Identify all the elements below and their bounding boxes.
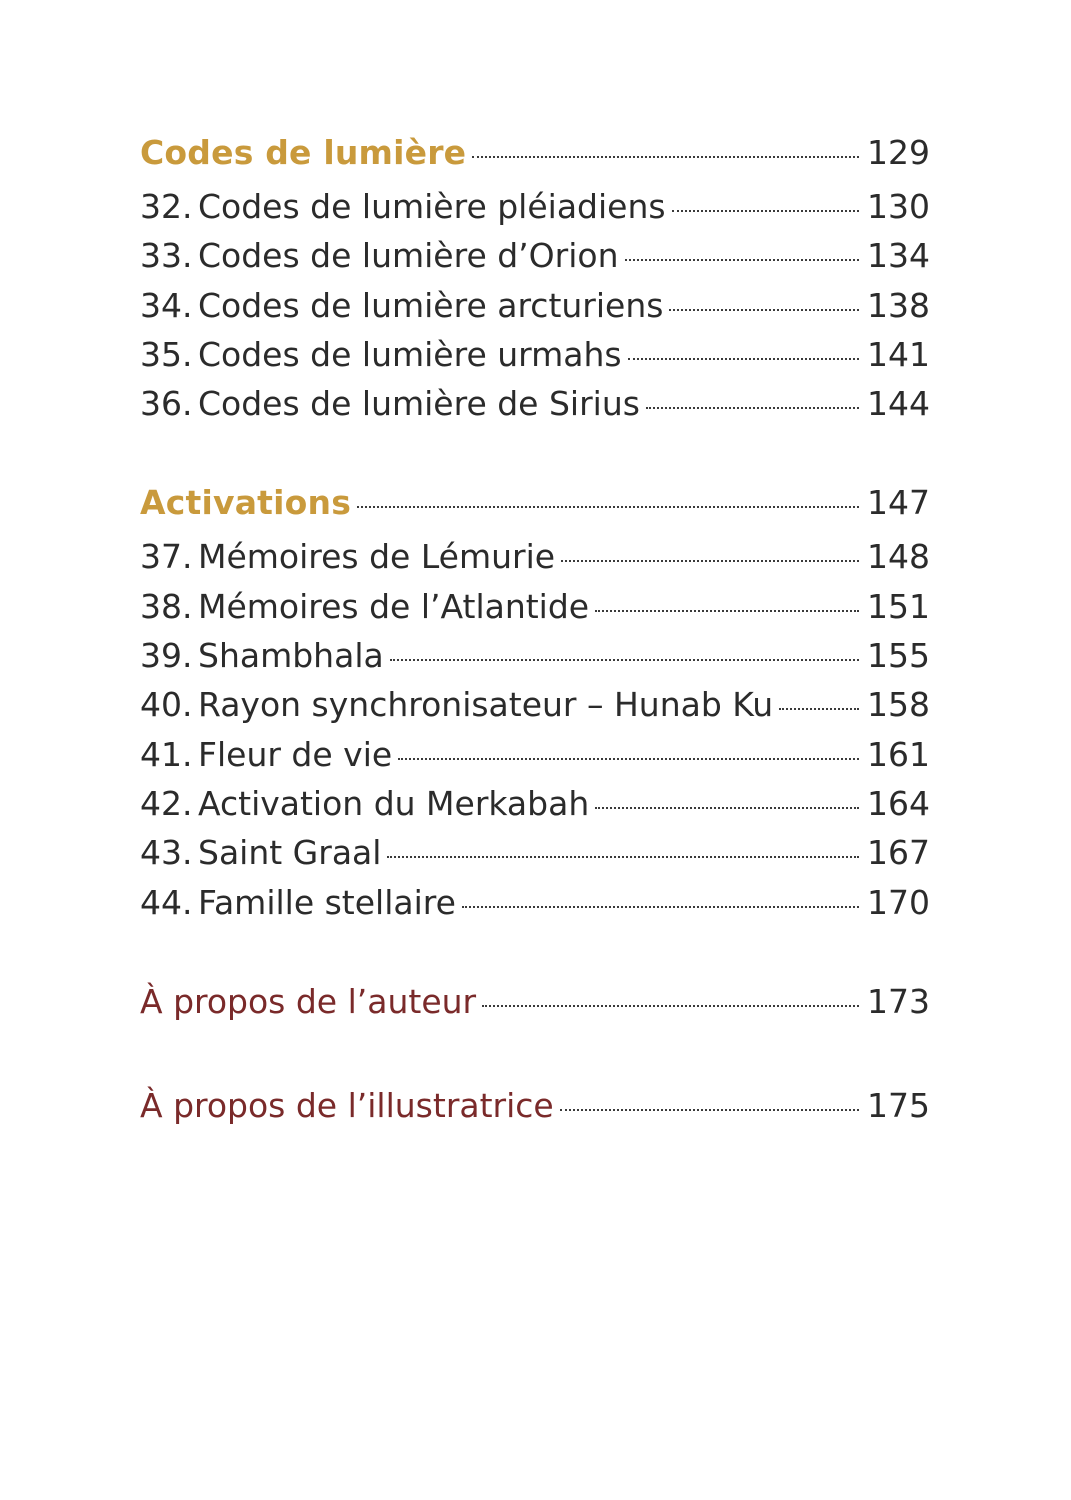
toc-entry-text: Fleur de vie: [198, 734, 393, 774]
toc-entry[interactable]: [140, 878, 930, 927]
toc-heading[interactable]: [140, 128, 930, 182]
toc-entry-title: [140, 281, 663, 330]
toc-entry-page: 144: [867, 384, 930, 424]
toc-entry-number: 34.: [140, 285, 193, 325]
toc-entry-page: 161: [867, 734, 930, 774]
dot-leader: [462, 873, 859, 908]
toc-heading-page: 175: [867, 1085, 930, 1125]
toc-entry-number: 33.: [140, 236, 193, 276]
toc-entry-page: 148: [867, 537, 930, 577]
toc-heading-page: 173: [867, 981, 930, 1021]
dot-leader: [357, 473, 859, 508]
toc-entry-text: Codes de lumière arcturiens: [198, 285, 664, 325]
toc-entry-title: [140, 182, 666, 231]
toc-heading-page: 129: [867, 133, 930, 172]
toc-heading-title: Activations: [140, 483, 352, 523]
dot-leader: [669, 276, 859, 311]
toc-entry-text: Famille stellaire: [198, 882, 456, 922]
dot-leader: [560, 1076, 859, 1111]
toc-heading-title: Codes de lumière: [140, 133, 467, 172]
toc-entry-number: 35.: [140, 334, 193, 374]
toc-section-a-propos-illustratrice: [140, 1081, 930, 1135]
toc-entry-text: Shambhala: [198, 636, 384, 676]
toc-entry[interactable]: [140, 182, 930, 231]
toc-entry[interactable]: [140, 532, 930, 581]
toc-entry-number: 41.: [140, 734, 193, 774]
toc-heading[interactable]: [140, 977, 930, 1031]
toc-entry[interactable]: [140, 631, 930, 680]
toc-section-codes-de-lumiere: [140, 128, 930, 428]
toc-entry[interactable]: [140, 680, 930, 729]
toc-entry-number: 40.: [140, 685, 193, 725]
toc-entry-page: 167: [867, 833, 930, 873]
toc-entry-title: [140, 582, 589, 631]
toc-section-activations: [140, 478, 930, 926]
toc-entry-number: 32.: [140, 187, 193, 226]
toc-entry[interactable]: [140, 330, 930, 379]
toc-entry-page: 158: [867, 685, 930, 725]
toc-heading[interactable]: [140, 478, 930, 532]
dot-leader: [561, 527, 859, 562]
dot-leader: [672, 177, 859, 212]
toc-entry-title: [140, 330, 622, 379]
dot-leader: [387, 823, 859, 858]
toc-entry[interactable]: [140, 231, 930, 280]
toc-entry-page: 141: [867, 334, 930, 374]
toc-entry-title: [140, 730, 392, 779]
toc-entry[interactable]: [140, 828, 930, 877]
toc-section-a-propos-auteur: [140, 977, 930, 1031]
toc-heading-page: 147: [867, 483, 930, 523]
toc-entry-title: [140, 878, 456, 927]
toc-entry-number: 42.: [140, 783, 193, 823]
toc-entry-number: 44.: [140, 882, 193, 922]
toc-entry-text: Mémoires de l’Atlantide: [198, 586, 590, 626]
dot-leader: [628, 325, 859, 360]
dot-leader: [595, 774, 859, 809]
toc-entry-page: 170: [867, 882, 930, 922]
toc-entry-text: Activation du Merkabah: [198, 783, 590, 823]
toc-entry-page: 134: [867, 236, 930, 276]
dot-leader: [398, 725, 859, 760]
toc-heading[interactable]: [140, 1081, 930, 1135]
toc-entry-title: [140, 680, 773, 729]
toc-entry-page: 138: [867, 285, 930, 325]
toc-entry-text: Saint Graal: [198, 833, 382, 873]
toc-entry-text: Mémoires de Lémurie: [198, 537, 556, 577]
toc-entry-title: [140, 779, 589, 828]
dot-leader: [625, 226, 860, 261]
toc-entry[interactable]: [140, 379, 930, 428]
dot-leader: [482, 972, 859, 1007]
toc-entry-title: [140, 828, 381, 877]
toc-entry-number: 43.: [140, 833, 193, 873]
toc-entry-title: [140, 631, 384, 680]
toc-entry-number: 39.: [140, 636, 193, 676]
toc-entry-page: 164: [867, 783, 930, 823]
toc-entry-text: Codes de lumière d’Orion: [198, 236, 619, 276]
toc-entry-page: 130: [867, 187, 930, 226]
toc-entry[interactable]: [140, 779, 930, 828]
toc-entry-title: [140, 532, 555, 581]
toc-entry-page: 151: [867, 586, 930, 626]
dot-leader: [390, 626, 859, 661]
toc-entry-text: Codes de lumière pléiadiens: [198, 187, 666, 226]
toc-entry-text: Codes de lumière de Sirius: [198, 384, 640, 424]
toc-entry-page: 155: [867, 636, 930, 676]
toc-entry[interactable]: [140, 281, 930, 330]
dot-leader: [595, 577, 859, 612]
dot-leader: [646, 374, 859, 409]
toc-entry-text: Codes de lumière urmahs: [198, 334, 622, 374]
toc-entry-number: 36.: [140, 384, 193, 424]
toc-entry-text: Rayon synchronisateur – Hunab Ku: [198, 685, 774, 725]
dot-leader: [779, 675, 859, 710]
toc-heading-title: À propos de l’illustratrice: [140, 1085, 554, 1125]
dot-leader: [472, 123, 859, 158]
toc-entry-title: [140, 231, 619, 280]
toc-entry[interactable]: [140, 582, 930, 631]
toc-heading-title: À propos de l’auteur: [140, 981, 477, 1021]
toc-entry-number: 38.: [140, 586, 193, 626]
toc-entry-number: 37.: [140, 537, 193, 577]
table-of-contents: [140, 128, 930, 1185]
toc-entry[interactable]: [140, 730, 930, 779]
toc-entry-title: [140, 379, 640, 428]
